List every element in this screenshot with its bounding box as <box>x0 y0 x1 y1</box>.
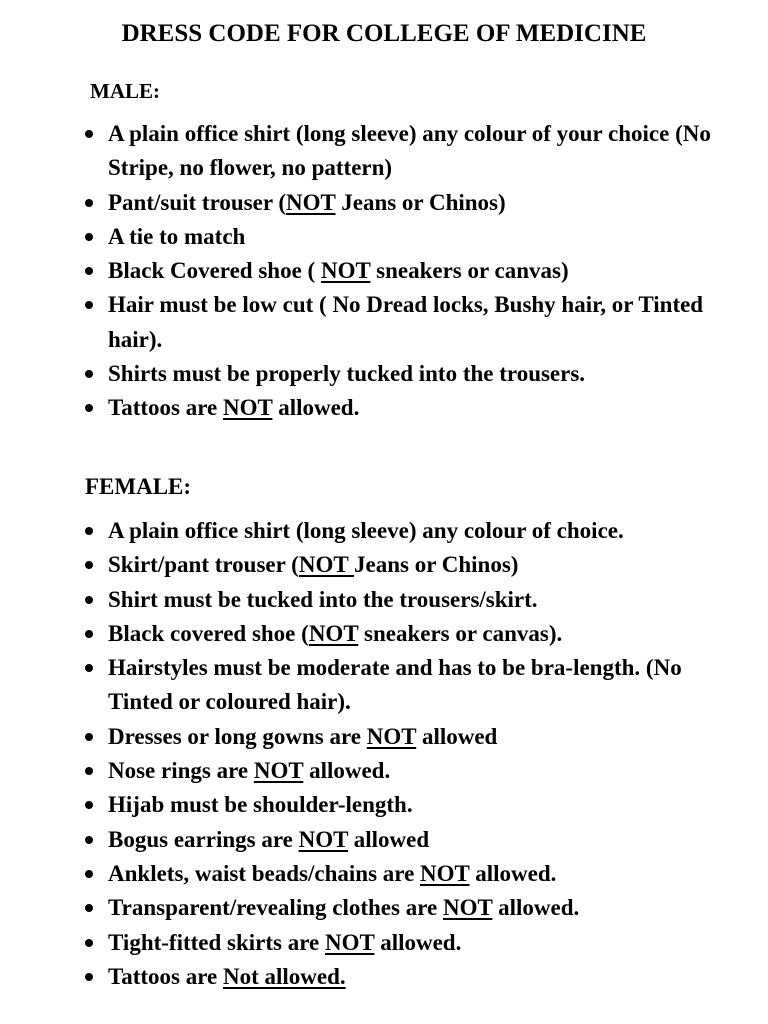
rule-text: Jeans or Chinos) <box>335 189 506 215</box>
rule-item <box>0 514 720 548</box>
rule-text: Bogus earrings are <box>108 826 299 852</box>
bullet-icon <box>85 836 93 844</box>
rule-text: Hairstyles must be moderate and has to be bra-length. (No Tinted or coloured hair). <box>108 655 682 715</box>
bullet-icon <box>85 404 93 412</box>
emphasis-text: Not allowed. <box>223 963 346 989</box>
rule-item <box>0 220 720 254</box>
rule-text: allowed. <box>303 758 391 784</box>
bullet-icon <box>85 973 93 981</box>
bullet-icon <box>85 733 93 741</box>
bullet-icon <box>85 904 93 912</box>
rule-item <box>0 117 720 186</box>
bullet-icon <box>85 301 93 309</box>
rule-text: allowed <box>416 723 498 749</box>
rule-text: Hair must be low cut ( No Dread locks, Bushy hair, or Tinted hair). <box>108 292 704 352</box>
emphasis-text: NOT <box>286 189 336 215</box>
rule-text: Shirts must be properly tucked into the trousers. <box>108 361 586 387</box>
emphasis-text: NOT <box>366 723 417 749</box>
rule-text: A plain office shirt (long sleeve) any colour of choice. <box>108 518 624 543</box>
rule-text: allowed. <box>492 895 580 921</box>
document-title: DRESS CODE FOR COLLEGE OF MEDICINE <box>121 20 647 47</box>
rule-item <box>0 891 720 925</box>
rule-text: Tight-fitted skirts are <box>108 929 325 955</box>
rule-item <box>0 926 720 960</box>
rule-item <box>0 186 720 220</box>
rule-text: Black Covered shoe ( <box>108 258 321 284</box>
bullet-icon <box>85 267 93 275</box>
rule-text: Skirt/pant trouser ( <box>108 552 299 578</box>
emphasis-text: NOT <box>442 895 493 921</box>
rule-item <box>0 583 720 617</box>
rule-text: Pant/suit trouser ( <box>108 189 287 215</box>
rule-text: Transparent/revealing clothes are <box>108 895 443 921</box>
bullet-icon <box>85 664 93 672</box>
rule-text: allowed <box>348 826 430 852</box>
rule-item <box>0 823 720 857</box>
bullet-icon <box>85 370 93 378</box>
bullet-icon <box>85 561 93 569</box>
rule-text: Shirt must be tucked into the trousers/skirt. <box>108 586 538 612</box>
rule-item <box>0 391 720 425</box>
rule-text: Jeans or Chinos) <box>354 552 519 578</box>
rule-text: sneakers or canvas). <box>358 620 563 646</box>
rule-item <box>0 960 720 994</box>
emphasis-text: NOT <box>320 258 371 284</box>
emphasis-text: NOT <box>420 860 470 886</box>
rule-text: Tattoos are <box>108 963 223 989</box>
rule-item <box>0 651 720 720</box>
male-rules-list <box>0 117 720 426</box>
rule-item <box>0 720 720 754</box>
emphasis-text: NOT <box>308 620 359 646</box>
bullet-icon <box>85 527 93 535</box>
rule-text: Hijab must be shoulder-length. <box>108 792 413 818</box>
bullet-icon <box>85 130 93 138</box>
emphasis-text: NOT <box>298 552 355 578</box>
rule-text: A tie to match <box>108 223 246 249</box>
rule-text: Anklets, waist beads/chains are <box>108 860 421 886</box>
rule-item <box>0 357 720 391</box>
bullet-icon <box>85 801 93 809</box>
emphasis-text: NOT <box>223 395 273 421</box>
emphasis-text: NOT <box>325 929 375 955</box>
rule-text: Tattoos are <box>108 395 223 421</box>
female-section-heading: FEMALE: <box>85 474 192 499</box>
rule-item <box>0 857 720 891</box>
rule-item <box>0 548 720 582</box>
rule-text: Black covered shoe ( <box>108 620 309 646</box>
rule-item <box>0 288 720 357</box>
rule-text: allowed. <box>272 395 360 421</box>
rule-text: Nose rings are <box>108 758 254 784</box>
rule-text: sneakers or canvas) <box>370 258 569 284</box>
rule-text: allowed. <box>374 929 462 955</box>
bullet-icon <box>85 596 93 604</box>
rule-text: allowed. <box>469 860 557 886</box>
emphasis-text: NOT <box>253 758 304 784</box>
bullet-icon <box>85 233 93 241</box>
rule-item <box>0 788 720 822</box>
rule-item <box>0 754 720 788</box>
bullet-icon <box>85 767 93 775</box>
female-rules-list <box>0 514 720 994</box>
bullet-icon <box>85 939 93 947</box>
emphasis-text: NOT <box>298 826 349 852</box>
male-section-heading: MALE: <box>90 79 160 103</box>
rule-text: A plain office shirt (long sleeve) any colour of your choice (No Stripe, no flower, no pattern) <box>108 121 711 181</box>
rule-item <box>0 254 720 288</box>
rule-text: Dresses or long gowns are <box>108 723 367 749</box>
rule-item <box>0 617 720 651</box>
bullet-icon <box>85 199 93 207</box>
bullet-icon <box>85 870 93 878</box>
bullet-icon <box>85 630 93 638</box>
